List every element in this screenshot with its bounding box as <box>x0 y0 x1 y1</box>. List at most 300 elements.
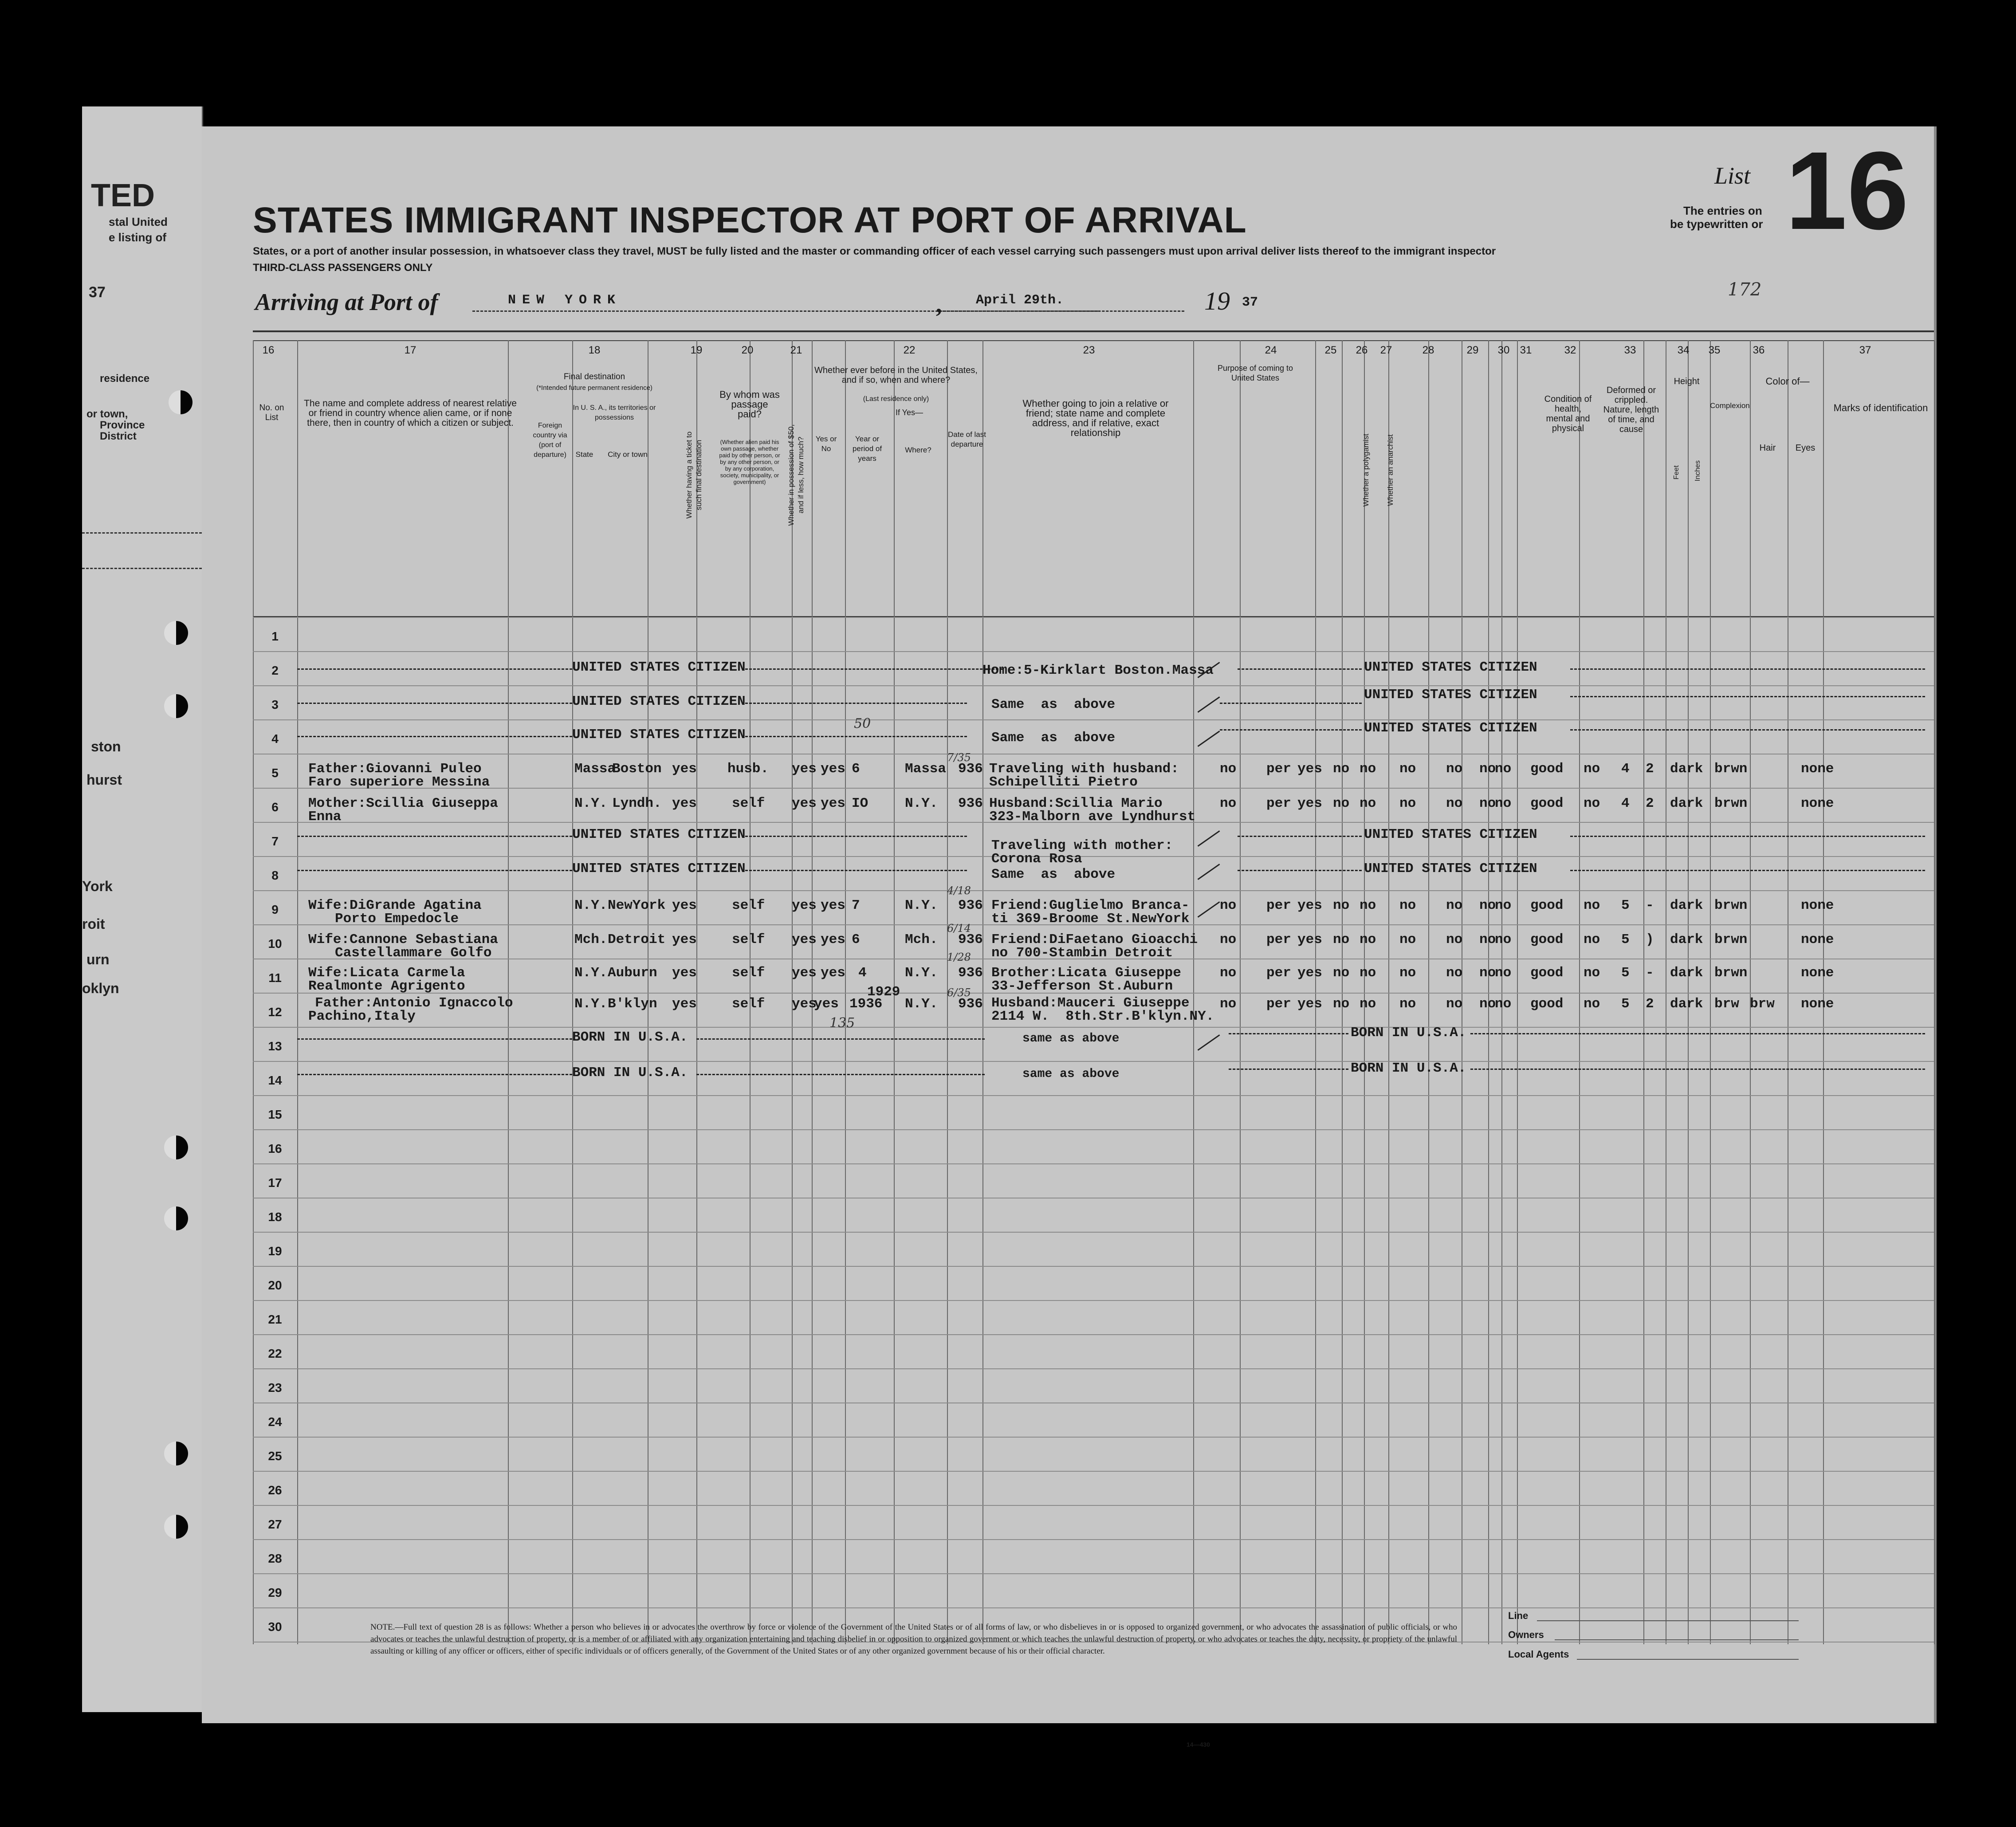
row-line <box>253 1368 1934 1369</box>
c31: no <box>1495 796 1512 811</box>
column-line <box>1517 340 1518 1644</box>
column-line <box>508 340 509 1644</box>
row-line <box>253 890 1934 891</box>
punch-hole <box>164 1515 188 1539</box>
c28: no <box>1399 898 1416 913</box>
dest-state: N.Y. <box>574 898 608 913</box>
col-num: 16 <box>262 344 275 356</box>
col34-feet: Feet <box>1673 465 1680 480</box>
col-num: 21 <box>790 344 802 356</box>
inches: - <box>1646 965 1654 981</box>
row-number: 11 <box>268 971 282 985</box>
complexion: dark <box>1670 796 1703 811</box>
row-line <box>253 1334 1934 1335</box>
dest-city: NewYork <box>608 898 666 913</box>
citizen-mark-right: UNITED STATES CITIZEN <box>1364 687 1537 703</box>
row-dash <box>297 1038 572 1040</box>
comma: , <box>936 291 942 318</box>
dest-state: N.Y. <box>574 796 608 811</box>
handwritten-note: 6/14 <box>947 922 971 935</box>
c29: no <box>1446 796 1463 811</box>
line-label: Line <box>1508 1610 1529 1621</box>
column-line <box>1240 340 1241 1644</box>
check-mark <box>1198 864 1220 880</box>
join-relative-2: Schipelliti Pietro <box>989 774 1138 790</box>
date-underline <box>943 310 1184 312</box>
row-line <box>253 856 1934 857</box>
marks: none <box>1801 932 1834 947</box>
left-place-4: roit <box>82 916 105 932</box>
col36-eyes: Eyes <box>1795 443 1816 453</box>
instruction-text: States, or a port of another insular possession, in whatsoever class they travel, MUST be fully listed and the master or commanding officer of each vessel carrying such passengers must upon arrival deliver lists thereof to the immigrant inspector <box>253 245 1496 257</box>
row-number: 12 <box>268 1005 282 1019</box>
last-departure: 936 <box>958 932 983 947</box>
dest-state: N.Y. <box>574 996 608 1012</box>
c26: no <box>1333 932 1350 947</box>
c24: no <box>1220 996 1237 1012</box>
col20-sub: (Whether alien paid his own passage, whether paid by other person, or by any other person, or by any corporation, society, municipality, or government) <box>719 439 780 485</box>
row-line <box>253 1437 1934 1438</box>
join-relative: same as above <box>1022 1032 1120 1045</box>
money: yes <box>792 796 817 811</box>
dest-city: Boston <box>612 761 662 777</box>
c30: no <box>1479 932 1496 947</box>
column-line <box>792 340 793 1644</box>
relative-address: Pachino,Italy <box>308 1009 416 1024</box>
left-place-5: urn <box>86 951 110 967</box>
row-number: 5 <box>271 766 279 780</box>
c30: no <box>1479 761 1496 777</box>
manifest-table <box>253 330 1934 1645</box>
c30: no <box>1479 965 1496 981</box>
arriving-label: Arriving at Port of <box>255 289 438 315</box>
deformed: no <box>1584 996 1600 1012</box>
health: good <box>1530 761 1564 777</box>
years: 7 <box>852 898 860 913</box>
row-number: 24 <box>268 1415 282 1429</box>
join-relative: Same as above <box>991 697 1116 712</box>
row-number: 28 <box>268 1552 282 1565</box>
row-number: 18 <box>268 1210 282 1224</box>
col-num: 32 <box>1564 344 1576 356</box>
column-number-line <box>253 340 1934 341</box>
agents-field <box>1577 1659 1799 1660</box>
row-number: 9 <box>271 903 279 916</box>
entries-note-1: The entries on <box>1683 204 1762 217</box>
hair: brw <box>1714 996 1739 1012</box>
c28: no <box>1399 996 1416 1012</box>
left-place-2: hurst <box>86 772 122 788</box>
col22-where: Where? <box>905 446 931 454</box>
relative-address: Realmonte Agrigento <box>308 978 465 994</box>
page-number-handwritten: 172 <box>1728 279 1762 300</box>
feet: 5 <box>1621 932 1630 947</box>
owners-field <box>1555 1639 1799 1640</box>
ticket: yes <box>672 965 697 981</box>
hair: brwn <box>1714 965 1748 981</box>
c24: no <box>1220 898 1237 913</box>
row-dash <box>745 703 967 704</box>
col-num: 35 <box>1708 344 1721 356</box>
hair: brwn <box>1714 761 1748 777</box>
row-number: 25 <box>268 1449 282 1463</box>
row-line <box>253 1505 1934 1506</box>
relative-address: Enna <box>308 809 342 825</box>
c26: no <box>1333 761 1350 777</box>
list-number: 16 <box>1785 129 1909 252</box>
been-before: yes <box>821 932 845 947</box>
col21-head: Whether in possession of $50, and if less, how much? <box>787 424 805 526</box>
where: Massa <box>905 761 947 777</box>
c27: no <box>1360 996 1376 1012</box>
column-line <box>1501 340 1502 1644</box>
marks: none <box>1801 898 1834 913</box>
col36-hair: Hair <box>1759 443 1776 453</box>
passage-paid-by: self <box>732 932 765 947</box>
col-num: 27 <box>1380 344 1392 356</box>
handwritten-note: 1/28 <box>947 951 971 963</box>
col-num: 18 <box>588 344 601 356</box>
join-relative: Husband:Scillia Mario <box>989 796 1163 811</box>
join-relative-2: Corona Rosa <box>991 851 1082 867</box>
c30: no <box>1479 996 1496 1012</box>
row-dash <box>1570 696 1925 697</box>
citizen-mark-right: UNITED STATES CITIZEN <box>1364 660 1537 675</box>
c29: no <box>1446 932 1463 947</box>
citizen-mark: UNITED STATES CITIZEN <box>572 694 746 709</box>
row-dash <box>745 668 1002 670</box>
row-dash <box>297 836 572 837</box>
row-dash <box>297 870 572 871</box>
handwritten-note: 135 <box>829 1015 855 1031</box>
column-line <box>1643 340 1644 1644</box>
dest-city: Detroit <box>608 932 666 947</box>
col-num: 33 <box>1624 344 1636 356</box>
row-dash <box>297 1074 572 1075</box>
col-num: 17 <box>404 344 417 356</box>
column-line <box>845 340 846 1644</box>
row-number: 23 <box>268 1381 282 1395</box>
col34-inches: Inches <box>1694 460 1702 481</box>
been-before: yes <box>821 965 845 981</box>
ticket: yes <box>672 796 697 811</box>
citizen-mark: UNITED STATES CITIZEN <box>572 861 746 876</box>
left-place-1: ston <box>91 739 121 754</box>
col19-head: Whether having a ticket to such final destination <box>685 431 703 519</box>
money: yes <box>792 996 817 1012</box>
deformed: no <box>1584 761 1600 777</box>
row-line <box>253 1266 1934 1267</box>
row-number: 30 <box>268 1620 282 1634</box>
row-number: 26 <box>268 1483 282 1497</box>
been-before: yes <box>814 996 839 1012</box>
port-name: NEW YORK <box>508 293 622 308</box>
marks: none <box>1801 965 1834 981</box>
row-dash <box>745 870 967 871</box>
col37-head: Marks of identification <box>1833 402 1928 413</box>
dest-city: Auburn <box>608 965 657 981</box>
row-dash <box>297 668 572 670</box>
health: good <box>1530 932 1564 947</box>
inches: 2 <box>1646 996 1654 1012</box>
relative-address: Castellammare Golfo <box>335 945 492 961</box>
relative-address: Faro superiore Messina <box>308 774 490 790</box>
list-label: List <box>1714 162 1751 189</box>
feet: 5 <box>1621 996 1630 1012</box>
inches: ) <box>1646 932 1654 947</box>
c27: no <box>1360 761 1376 777</box>
join-relative: Friend:DiFaetano Gioacchi <box>991 932 1198 947</box>
row-dash <box>1570 870 1925 871</box>
c24: no <box>1220 796 1237 811</box>
col22-ifyes: If Yes— <box>895 408 924 417</box>
row-number: 16 <box>268 1142 282 1155</box>
c28: no <box>1399 761 1416 777</box>
col18-foreign: Foreign country via (port of departure) <box>533 422 567 459</box>
relative-name: Father:Antonio Ignaccolo <box>315 995 513 1011</box>
left-year: 37 <box>89 284 106 301</box>
money: yes <box>792 965 817 981</box>
col18-head: Final destination <box>563 372 625 381</box>
c24b: per <box>1266 932 1291 947</box>
c27: no <box>1360 898 1376 913</box>
footer-note: NOTE.—Full text of question 28 is as follows: Whether a person who believes in or advocates the overthrow by force or violence of the Government of the United States or of all forms of law, or who disbelieves in or is opposed to organized government, or who advocates the assassination of public officials, or who advocates or teaches the unlawful destruction of property, or is a member of or affiliated with any organization entertaining and teaching disbelief in or opposition to organized government or which teaches the unlawful destruction of property, or who advocates or teaches the duty, necessity, or propriety of the unlawful assaulting or killing of any officer or officers, either of specific individuals or of officers generally, of the Government of the United States or of any other organized government because of his or their official character. <box>370 1623 1457 1656</box>
passage-paid-by: self <box>732 996 765 1012</box>
row-dash <box>1229 1033 1348 1034</box>
row-number: 21 <box>268 1312 282 1326</box>
col-num: 20 <box>741 344 754 356</box>
left-dash-line <box>82 532 202 534</box>
years-2: 1936 <box>849 996 883 1012</box>
c26: no <box>1333 996 1350 1012</box>
c27: no <box>1360 965 1376 981</box>
row-dash <box>1220 703 1362 704</box>
punch-hole <box>164 621 188 645</box>
check-mark <box>1198 731 1220 747</box>
years: IO <box>852 796 868 811</box>
check-mark <box>1198 830 1220 847</box>
left-dash-line <box>82 568 202 569</box>
col27-head: Whether an anarchist <box>1386 434 1395 506</box>
been-before: yes <box>821 796 845 811</box>
join-relative-2: 323-Malborn ave Lyndhurst <box>989 809 1196 825</box>
column-line <box>1193 340 1194 1644</box>
column-line <box>297 340 298 1644</box>
arrival-date: April 29th. <box>976 293 1064 308</box>
c24b: per <box>1266 898 1291 913</box>
hair: brwn <box>1714 898 1748 913</box>
last-departure: 936 <box>958 796 983 811</box>
passage-paid-by: self <box>732 965 765 981</box>
c25: yes <box>1297 761 1322 777</box>
where: N.Y. <box>905 898 938 913</box>
col-num: 36 <box>1753 344 1765 356</box>
c24: no <box>1220 965 1237 981</box>
row-number: 8 <box>271 868 279 882</box>
column-line <box>1710 340 1711 1644</box>
health: good <box>1530 965 1564 981</box>
punch-hole <box>164 1206 188 1230</box>
punch-hole <box>169 390 193 414</box>
handwritten-note: 50 <box>854 716 871 731</box>
row-number: 29 <box>268 1586 282 1599</box>
form-number: 14—430 <box>1187 1741 1210 1748</box>
join-relative-2: 2114 W. 8th.Str.B'klyn.NY. <box>991 1009 1214 1024</box>
row-line <box>253 1061 1934 1062</box>
been-before: yes <box>821 898 845 913</box>
citizen-mark: UNITED STATES CITIZEN <box>572 827 746 842</box>
row-line <box>253 685 1934 686</box>
c27: no <box>1360 932 1376 947</box>
handwritten-note: 7/35 <box>947 751 971 764</box>
col26-head: Whether a polygamist <box>1362 433 1370 507</box>
class-line: THIRD-CLASS PASSENGERS ONLY <box>253 262 433 274</box>
column-line <box>982 340 983 1644</box>
ticket: yes <box>672 932 697 947</box>
c24b: per <box>1266 965 1291 981</box>
relative-name: Wife:Licata Carmela <box>308 965 465 981</box>
row-line <box>253 1163 1934 1164</box>
born-mark: BORN IN U.S.A. <box>572 1029 688 1045</box>
column-line <box>1750 340 1751 1644</box>
c29: no <box>1446 996 1463 1012</box>
column-line <box>1823 340 1824 1644</box>
join-relative: Friend:Guglielmo Branca- <box>991 898 1190 913</box>
col22-sub: (Last residence only) <box>863 395 929 403</box>
marks: none <box>1801 761 1834 777</box>
row-dash <box>1570 836 1925 837</box>
join-relative-2: no 700-Stambin Detroit <box>991 945 1173 961</box>
c29: no <box>1446 965 1463 981</box>
row-number: 17 <box>268 1176 282 1190</box>
c24b: per <box>1266 996 1291 1012</box>
row-line <box>253 1027 1934 1028</box>
join-relative: Husband:Mauceri Giuseppe <box>991 995 1190 1011</box>
where: N.Y. <box>905 996 938 1012</box>
row-dash <box>696 1074 985 1075</box>
last-departure: 936 <box>958 996 983 1012</box>
row-dash <box>1470 1033 1925 1034</box>
col-num: 37 <box>1859 344 1871 356</box>
ticket: yes <box>672 996 697 1012</box>
health: good <box>1530 796 1564 811</box>
complexion: dark <box>1670 761 1703 777</box>
col-num: 24 <box>1265 344 1277 356</box>
row-line <box>253 617 1934 618</box>
left-place-3: York <box>82 878 113 894</box>
column-line <box>253 340 254 1644</box>
punch-hole <box>164 1442 188 1466</box>
col34-head: Height <box>1674 377 1700 386</box>
c31: no <box>1495 898 1512 913</box>
join-relative: same as above <box>1022 1067 1120 1081</box>
c24b: per <box>1266 761 1291 777</box>
join-relative: Same as above <box>991 867 1116 882</box>
relative-name: Wife:Cannone Sebastiana <box>308 932 498 947</box>
row-line <box>253 1129 1934 1130</box>
column-line <box>1342 340 1343 1644</box>
row-number: 27 <box>268 1517 282 1531</box>
row-line <box>253 1471 1934 1472</box>
left-sheet-strip <box>82 106 203 1712</box>
marks: none <box>1801 796 1834 811</box>
row-line <box>253 719 1934 720</box>
check-mark <box>1198 1034 1220 1051</box>
left-line-1: stal United <box>109 215 168 228</box>
year-suffix: 37 <box>1242 295 1258 310</box>
health: good <box>1530 898 1564 913</box>
dest-state: Massa <box>574 761 616 777</box>
c27: no <box>1360 796 1376 811</box>
c31: no <box>1495 761 1512 777</box>
join-relative: Home:5-Kirklart Boston.Massa <box>982 663 1214 678</box>
deformed: no <box>1584 796 1600 811</box>
born-mark-right: BORN IN U.S.A. <box>1351 1025 1466 1041</box>
col-num: 34 <box>1677 344 1690 356</box>
complexion: dark <box>1670 932 1703 947</box>
row-dash <box>1238 668 1362 670</box>
col22-date: Date of last departure <box>948 430 986 448</box>
inches: 2 <box>1646 796 1654 811</box>
money: yes <box>792 761 817 777</box>
join-relative: Traveling with mother: <box>991 838 1173 853</box>
col33-head: Deformed or crippled. Nature, length of time, and cause <box>1603 385 1659 434</box>
inches: - <box>1646 898 1654 913</box>
row-dash <box>297 736 572 737</box>
complexion: dark <box>1670 898 1703 913</box>
col22-head: Whether ever before in the United States, and if so, when and where? <box>814 365 978 385</box>
last-departure: 936 <box>958 761 983 777</box>
citizen-mark-right: UNITED STATES CITIZEN <box>1364 720 1537 736</box>
col17-head: The name and complete address of nearest relative or friend in country whence alien came, or if none there, then in country of which a citizen or subject. <box>304 398 517 428</box>
row-dash <box>1470 1069 1925 1070</box>
feet: 4 <box>1621 796 1630 811</box>
col18-sub: (*Intended future permanent residence) <box>536 384 652 392</box>
handwritten-note: 6/35 <box>947 986 971 999</box>
relative-name: Mother:Scillia Giuseppa <box>308 796 498 811</box>
c29: no <box>1446 898 1463 913</box>
join-relative-2: ti 369-Broome St.NewYork <box>991 911 1190 927</box>
row-number: 20 <box>268 1278 282 1292</box>
join-relative: Same as above <box>991 730 1116 746</box>
col-num: 30 <box>1497 344 1510 356</box>
c24b: per <box>1266 796 1291 811</box>
marks: none <box>1801 996 1834 1012</box>
row-dash <box>1238 870 1362 871</box>
row-number: 7 <box>271 834 279 848</box>
c25: yes <box>1297 932 1322 947</box>
line-field <box>1537 1620 1799 1621</box>
c28: no <box>1399 932 1416 947</box>
row-number: 19 <box>268 1244 282 1258</box>
row-number: 2 <box>271 664 279 677</box>
row-line <box>253 1539 1934 1540</box>
c25: yes <box>1297 996 1322 1012</box>
dest-city: B'klyn <box>608 996 657 1012</box>
dest-state: N.Y. <box>574 965 608 981</box>
left-place-6: oklyn <box>82 980 119 996</box>
feet: 4 <box>1621 761 1630 777</box>
money: yes <box>792 932 817 947</box>
col23-head: Whether going to join a relative or friend; state name and complete address, and if relative, exact relationship <box>1022 398 1169 438</box>
ticket: yes <box>672 898 697 913</box>
c28: no <box>1399 796 1416 811</box>
column-line <box>1488 340 1489 1644</box>
row-number: 13 <box>268 1039 282 1053</box>
health: good <box>1530 996 1564 1012</box>
join-relative: Brother:Licata Giuseppe <box>991 965 1181 981</box>
left-label-residence: residence <box>100 373 150 385</box>
